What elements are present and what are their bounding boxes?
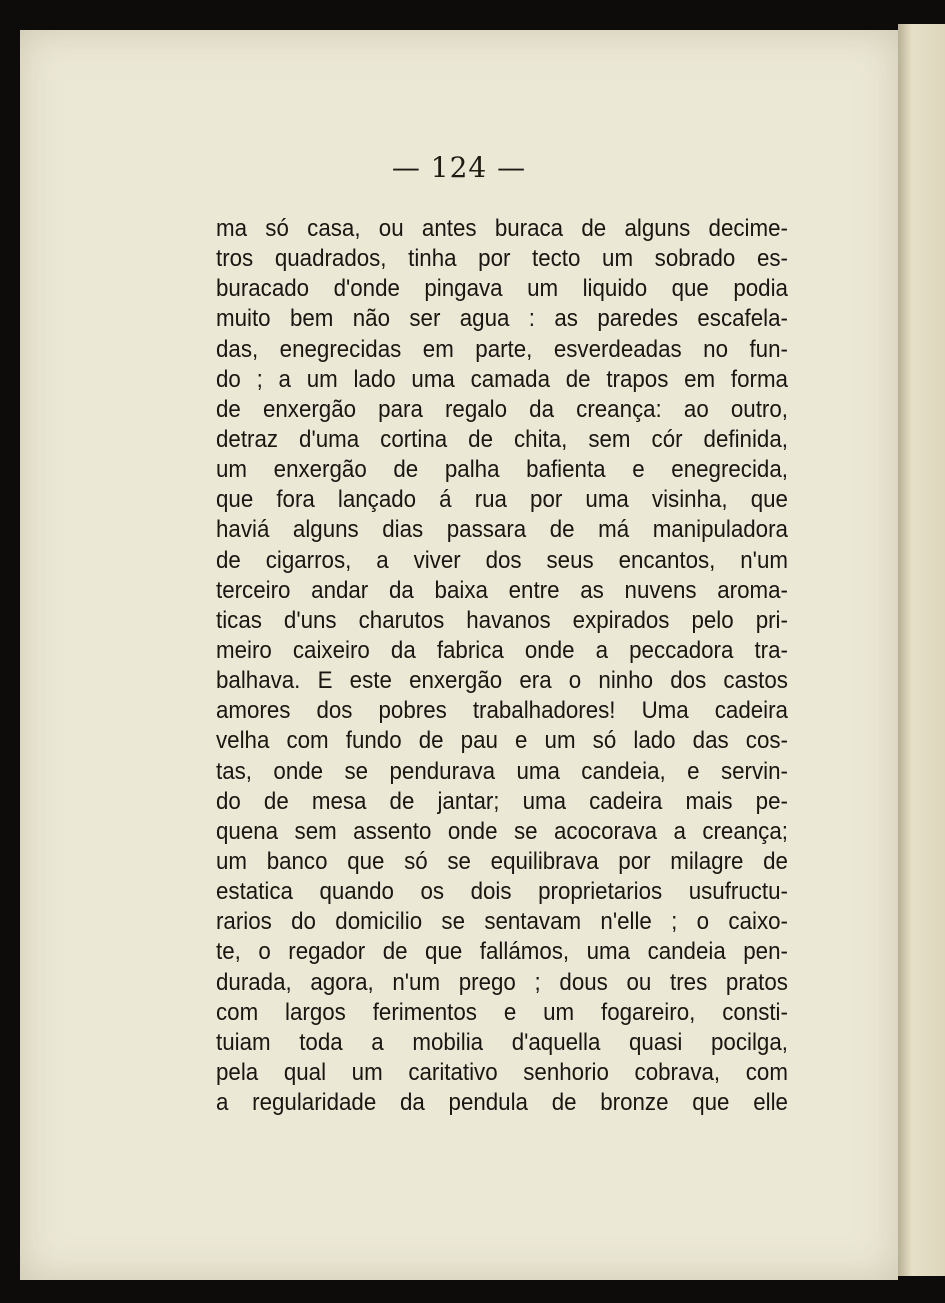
text-line: tuiam toda a mobilia d'aquella quasi pocilga,	[216, 1028, 788, 1056]
text-line: que fora lançado á rua por uma visinha, que	[216, 486, 788, 514]
text-line: velha com fundo de pau e um só lado das cos-	[216, 727, 788, 755]
text-line: durada, agora, n'um prego ; dous ou tres pratos	[216, 968, 788, 996]
text-line: pela qual um caritativo senhorio cobrava, com	[216, 1058, 788, 1086]
text-line: quena sem assento onde se acocorava a creança;	[216, 817, 788, 845]
text-line: do de mesa de jantar; uma cadeira mais pe-	[216, 787, 788, 815]
text-line: tas, onde se pendurava uma candeia, e servin-	[216, 757, 788, 785]
text-line: balhava. E este enxergão era o ninho dos castos	[216, 667, 788, 695]
text-line: ticas d'uns charutos havanos expirados pelo pri-	[216, 606, 788, 634]
text-line: das, enegrecidas em parte, esverdeadas no fun-	[216, 335, 788, 363]
book-page	[20, 30, 898, 1280]
text-line: de enxergão para regalo da creança: ao outro,	[216, 395, 788, 423]
text-line: detraz d'uma cortina de chita, sem cór definida,	[216, 425, 788, 453]
text-line: meiro caixeiro da fabrica onde a peccadora tra-	[216, 636, 788, 664]
text-line: de cigarros, a viver dos seus encantos, n'um	[216, 546, 788, 574]
text-line: do ; a um lado uma camada de trapos em forma	[216, 365, 788, 393]
text-line: estatica quando os dois proprietarios usufructu-	[216, 878, 788, 906]
text-line: ma só casa, ou antes buraca de alguns decime-	[216, 215, 788, 242]
text-line: rarios do domicilio se sentavam n'elle ; o caixo-	[216, 908, 788, 936]
text-line: muito bem não ser agua : as paredes escafela-	[216, 305, 788, 333]
text-line: a regularidade da pendula de bronze que elle	[216, 1089, 788, 1117]
text-line: um banco que só se equilibrava por milagre de	[216, 847, 788, 875]
text-line: terceiro andar da baixa entre as nuvens aroma-	[216, 576, 788, 604]
text-line: amores dos pobres trabalhadores! Uma cadeira	[216, 697, 788, 725]
text-line: buracado d'onde pingava um liquido que podia	[216, 275, 788, 303]
text-line: te, o regador de que fallámos, uma candeia pen-	[216, 938, 788, 966]
page-number: — 124 —	[391, 151, 527, 184]
text-line: um enxergão de palha bafienta e enegrecida,	[216, 456, 788, 484]
text-line: haviá alguns dias passara de má manipuladora	[216, 516, 788, 544]
next-page-edge	[898, 24, 945, 1276]
body-text	[216, 214, 788, 1118]
text-line: tros quadrados, tinha por tecto um sobrado es-	[216, 245, 788, 273]
text-line: com largos ferimentos e um fogareiro, consti-	[216, 998, 788, 1026]
